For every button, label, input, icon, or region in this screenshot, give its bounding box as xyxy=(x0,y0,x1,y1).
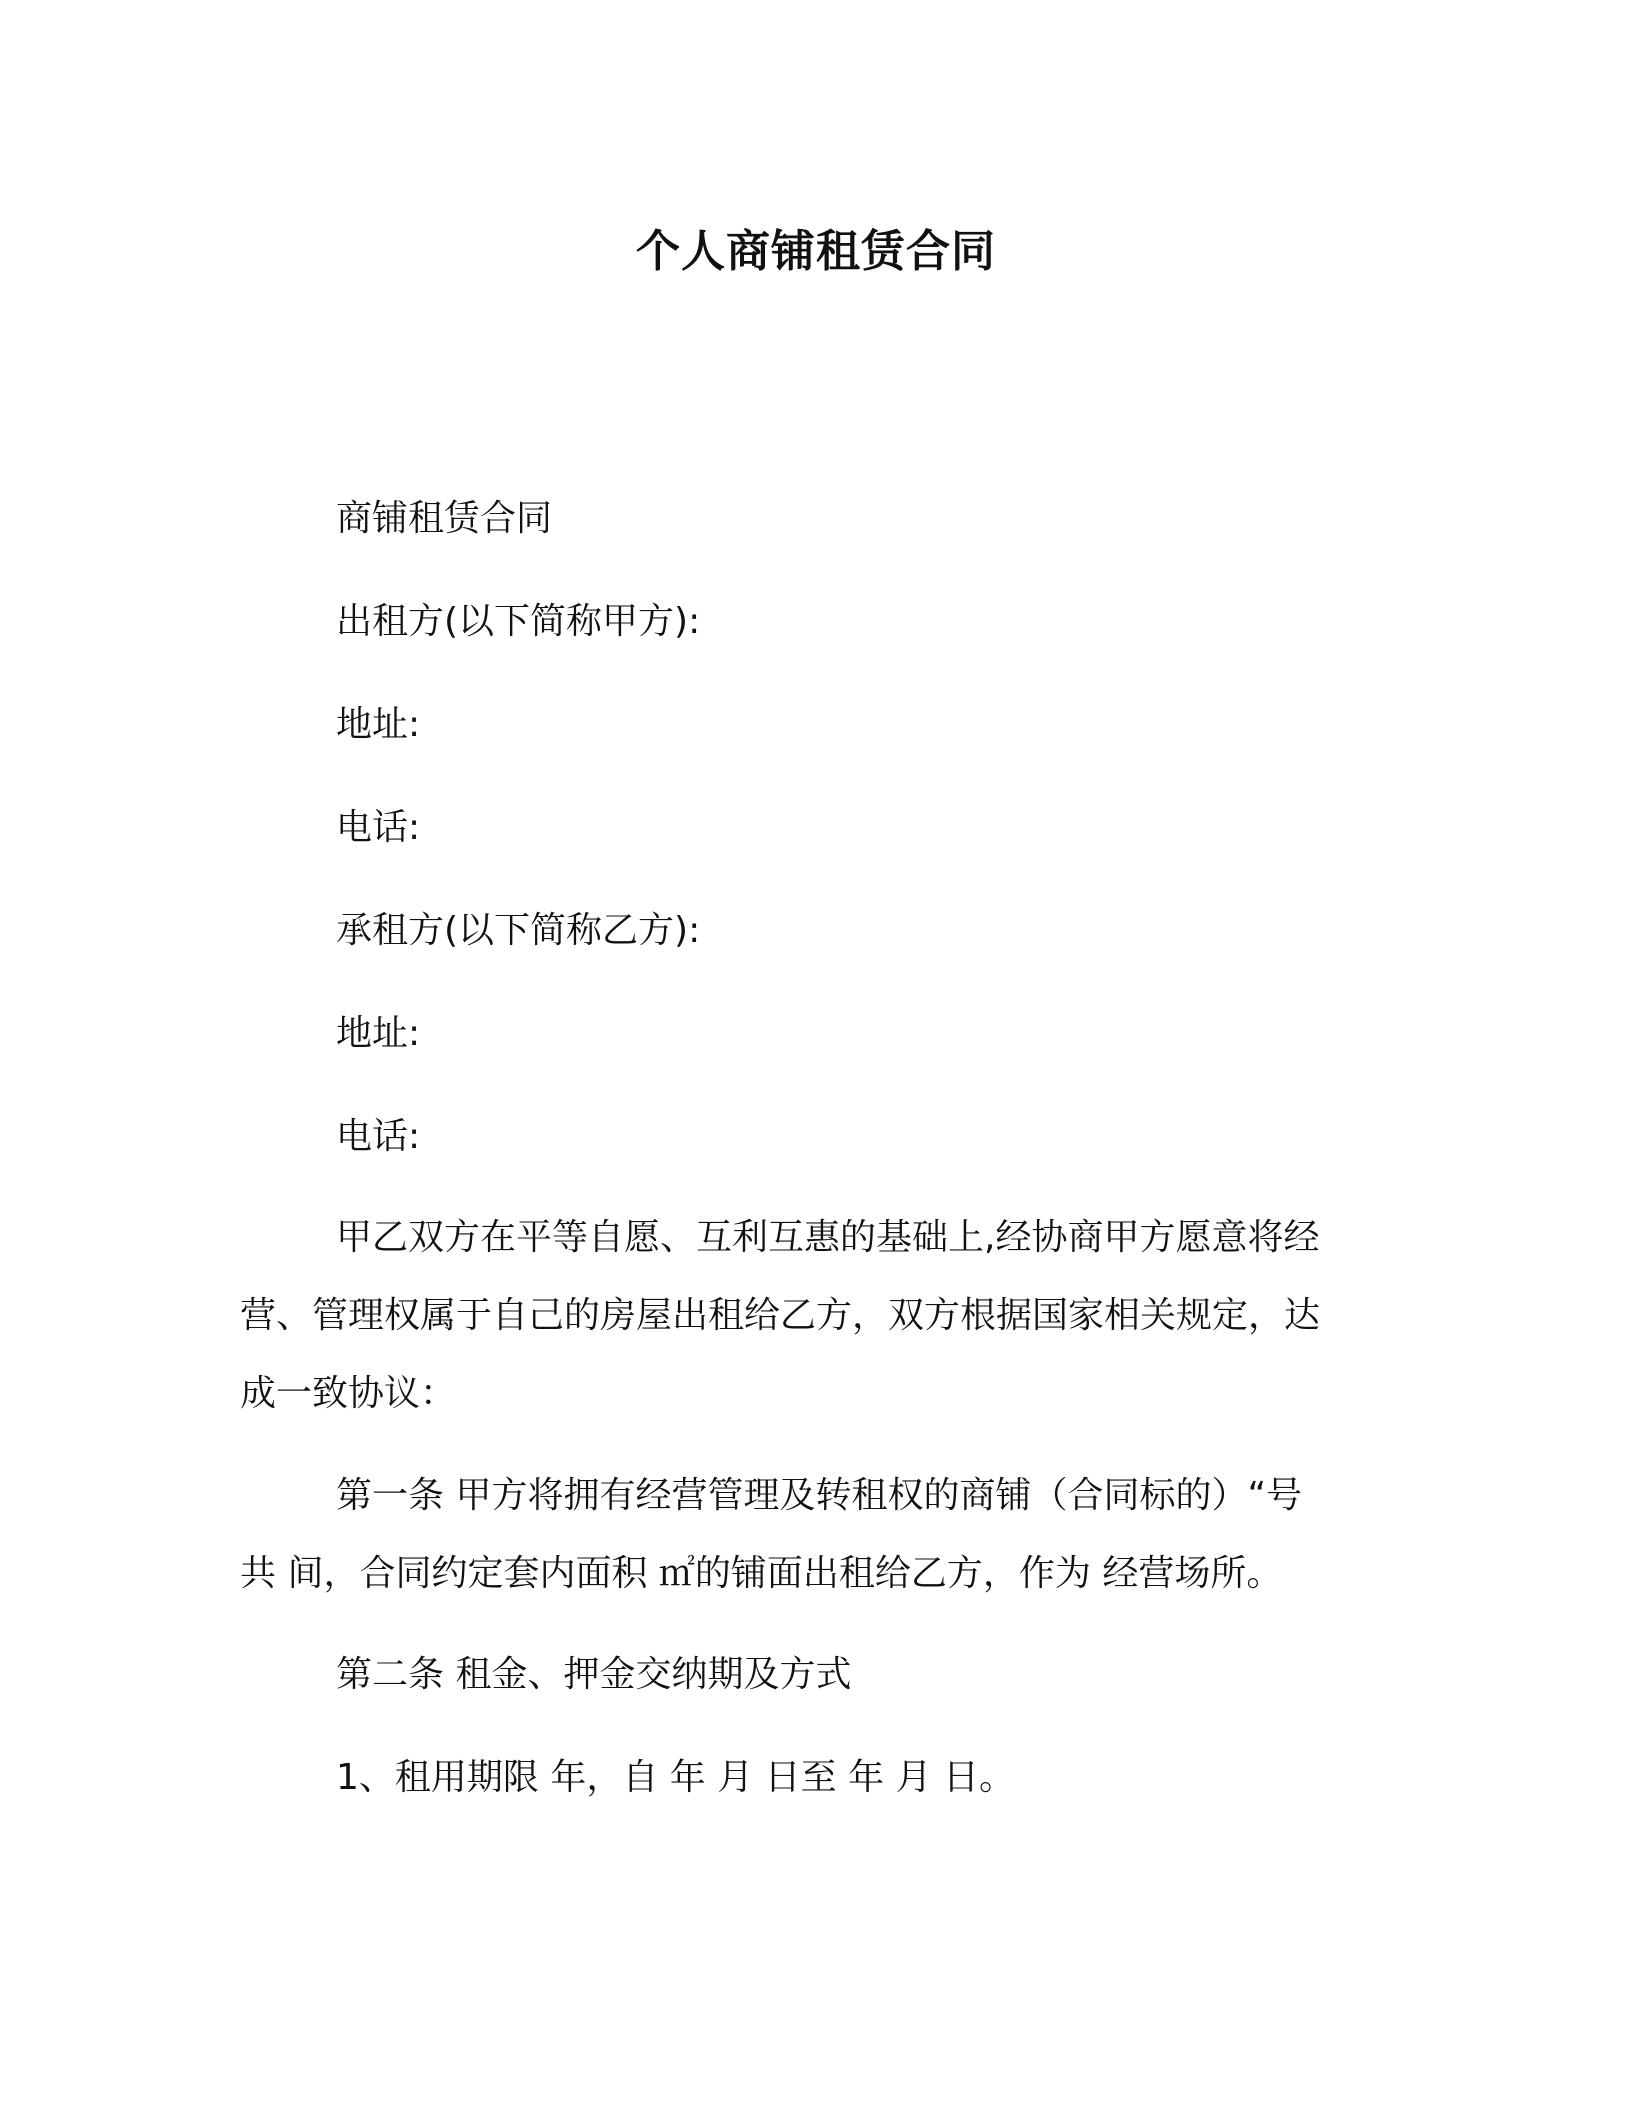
lease-term-item: 1、租用期限 年，自 年 月 日至 年 月 日。 xyxy=(336,1757,1016,1798)
lessor-address-label: 地址: xyxy=(336,704,421,745)
intro-line: 甲乙双方在平等自愿、互利互惠的基础上,经协商甲方愿意将经 xyxy=(336,1217,1320,1258)
article-1-line: 第一条 甲方将拥有经营管理及转租权的商铺（合同标的）“号 xyxy=(336,1475,1303,1516)
lessee-phone-label: 电话: xyxy=(336,1116,421,1157)
lessor-label: 出租方(以下简称甲方): xyxy=(336,601,701,642)
contract-subtitle: 商铺租赁合同 xyxy=(336,498,553,539)
article-2-heading: 第二条 租金、押金交纳期及方式 xyxy=(336,1654,852,1695)
lessee-label: 承租方(以下简称乙方): xyxy=(336,910,701,951)
intro-line: 成一致协议： xyxy=(240,1373,457,1414)
article-1-paragraph xyxy=(240,1457,1360,1613)
lessor-phone-label: 电话: xyxy=(336,807,421,848)
document-title: 个人商铺租赁合同 xyxy=(636,226,996,277)
intro-paragraph xyxy=(240,1199,1360,1433)
lessee-address-label: 地址: xyxy=(336,1013,421,1054)
article-1-line: 共 间，合同约定套内面积 ㎡的铺面出租给乙方，作为 经营场所。 xyxy=(240,1553,1283,1594)
intro-line: 营、管理权属于自己的房屋出租给乙方，双方根据国家相关规定，达 xyxy=(240,1295,1321,1336)
